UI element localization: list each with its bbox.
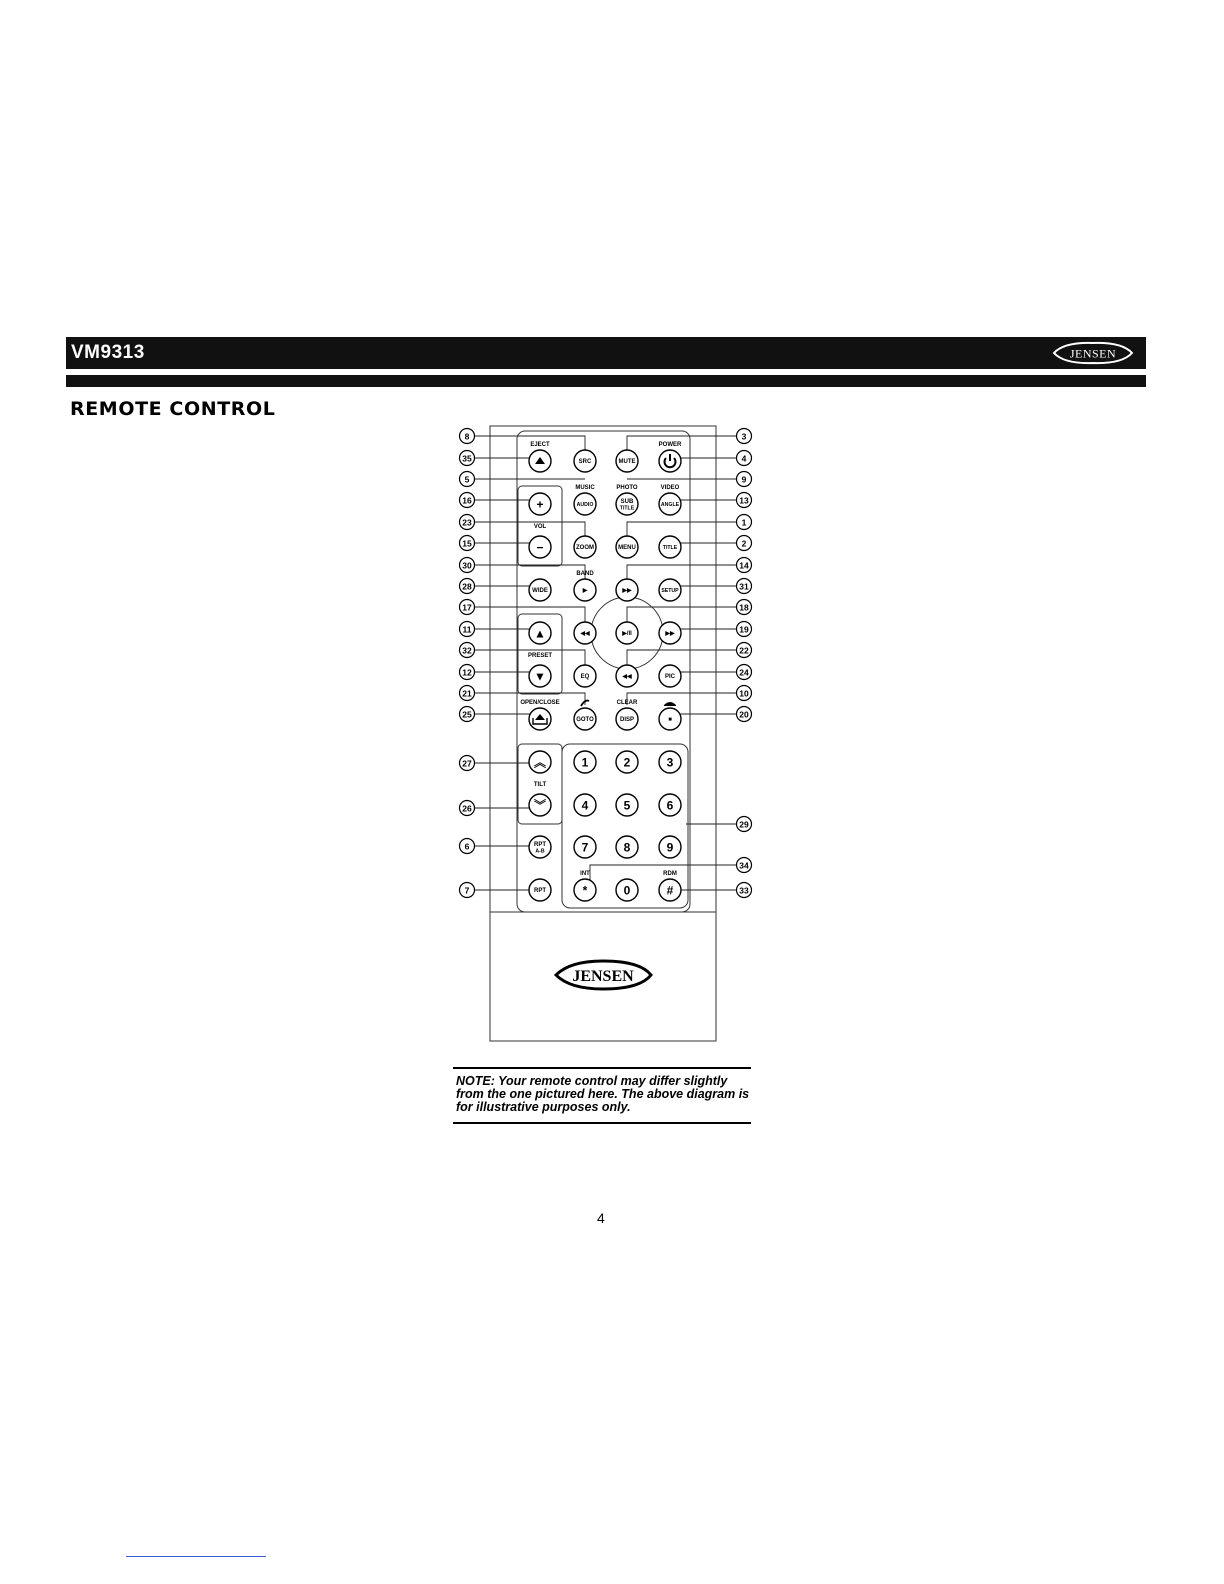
callout-number-34: 34 bbox=[739, 860, 749, 871]
callout-line-17 bbox=[474, 607, 585, 623]
pic-button[interactable] bbox=[659, 665, 681, 687]
hash-button[interactable] bbox=[659, 879, 681, 901]
hash-label: # bbox=[666, 883, 674, 898]
callout-4 bbox=[737, 451, 752, 466]
next-label: ▶▶ bbox=[665, 631, 675, 638]
band-label: ▶ bbox=[582, 588, 588, 595]
callout-number-6: 6 bbox=[464, 841, 470, 852]
key-6-button[interactable] bbox=[659, 794, 681, 816]
angle-label: ANGLE bbox=[660, 502, 680, 509]
zoom-button[interactable] bbox=[574, 536, 596, 558]
callout-number-22: 22 bbox=[739, 645, 749, 656]
callout-10 bbox=[737, 686, 752, 701]
fast-forward-button[interactable] bbox=[616, 579, 638, 601]
remote-brand-logo bbox=[556, 961, 651, 989]
callout-number-28: 28 bbox=[462, 581, 472, 592]
callout-number-11: 11 bbox=[462, 624, 472, 635]
vol-down-label: − bbox=[536, 540, 544, 555]
stop-label: ■ bbox=[668, 717, 672, 724]
footer-line bbox=[126, 1556, 266, 1557]
play-pause-button[interactable] bbox=[616, 622, 638, 644]
angle-caption: VIDEO bbox=[660, 485, 680, 491]
remote-body bbox=[490, 426, 716, 1041]
disp-caption: CLEAR bbox=[616, 700, 638, 706]
preset-down-button[interactable] bbox=[529, 665, 551, 687]
callout-33 bbox=[737, 883, 752, 898]
page-number: 4 bbox=[597, 1210, 605, 1226]
callout-number-21: 21 bbox=[462, 688, 472, 699]
callout-number-16: 16 bbox=[462, 495, 472, 506]
callout-line-3 bbox=[627, 436, 737, 450]
rpt-ab-label: RPT bbox=[534, 842, 546, 848]
callout-lines bbox=[474, 436, 737, 890]
callout-27 bbox=[460, 756, 475, 771]
eq-label: EQ bbox=[580, 674, 590, 681]
key-7-button[interactable] bbox=[574, 836, 596, 858]
key-8-button[interactable] bbox=[616, 836, 638, 858]
pic-label: PIC bbox=[664, 674, 676, 681]
section-title: REMOTE CONTROL bbox=[70, 398, 276, 420]
remote-outline bbox=[490, 426, 716, 1041]
callout-number-12: 12 bbox=[462, 667, 472, 678]
callout-9 bbox=[737, 472, 752, 487]
callout-line-23 bbox=[474, 522, 585, 537]
callout-24 bbox=[737, 665, 752, 680]
key-9-button[interactable] bbox=[659, 836, 681, 858]
tilt-up-button[interactable] bbox=[529, 751, 551, 773]
callout-29 bbox=[737, 817, 752, 832]
callout-21 bbox=[460, 686, 475, 701]
model-name: VM9313 bbox=[71, 342, 145, 363]
remote-brand: JENSEN bbox=[572, 968, 634, 985]
power-button[interactable] bbox=[659, 450, 681, 472]
callout-number-3: 3 bbox=[741, 431, 747, 442]
setup-button[interactable] bbox=[659, 579, 681, 601]
open-close-button[interactable] bbox=[529, 708, 551, 730]
goto-label: GOTO bbox=[576, 717, 594, 724]
src-label: SRC bbox=[578, 459, 592, 466]
callout-line-1 bbox=[627, 522, 737, 537]
callout-number-7: 7 bbox=[464, 885, 470, 896]
callout-3 bbox=[737, 429, 752, 444]
note-top-rule bbox=[453, 1067, 751, 1069]
eject-caption: EJECT bbox=[530, 442, 550, 448]
vol-up-label: + bbox=[536, 497, 544, 512]
callout-number-1: 1 bbox=[741, 517, 747, 528]
setup-label: SETUP bbox=[661, 588, 679, 595]
callout-number-13: 13 bbox=[739, 495, 749, 506]
key-7-label: 7 bbox=[581, 840, 589, 855]
key-0-label: 0 bbox=[623, 883, 631, 898]
tilt-down-label: ︾ bbox=[533, 798, 547, 813]
callout-22 bbox=[737, 643, 752, 658]
title-button[interactable] bbox=[659, 536, 681, 558]
callout-line-18 bbox=[627, 607, 737, 623]
callout-line-30 bbox=[474, 565, 585, 580]
preset-up-label: ▲ bbox=[534, 626, 546, 641]
title-label: TITLE bbox=[662, 545, 678, 552]
callout-31 bbox=[737, 579, 752, 594]
key-1-button[interactable] bbox=[574, 751, 596, 773]
callout-7 bbox=[460, 883, 475, 898]
mute-button[interactable] bbox=[616, 450, 638, 472]
note-box bbox=[453, 1067, 751, 1124]
band-button[interactable] bbox=[574, 579, 596, 601]
band-caption: BAND bbox=[576, 571, 594, 577]
callout-number-8: 8 bbox=[464, 431, 470, 442]
callout-5 bbox=[460, 472, 475, 487]
rewind-label: ◀◀ bbox=[622, 674, 632, 681]
rpt-ab-label-2: A-B bbox=[535, 848, 545, 855]
rpt-button[interactable] bbox=[529, 879, 551, 901]
tilt-up-label: ︽ bbox=[533, 755, 547, 770]
vol-group-label: VOL bbox=[533, 524, 547, 530]
callout-number-14: 14 bbox=[739, 560, 749, 571]
callout-14 bbox=[737, 558, 752, 573]
callout-number-29: 29 bbox=[739, 819, 749, 830]
audio-label: AUDIO bbox=[576, 502, 594, 509]
callout-line-22 bbox=[627, 650, 737, 666]
hash-caption: RDM bbox=[663, 871, 677, 877]
rewind-button[interactable] bbox=[616, 665, 638, 687]
key-8-label: 8 bbox=[623, 840, 631, 855]
callout-number-9: 9 bbox=[741, 474, 747, 485]
callout-line-14 bbox=[627, 565, 737, 580]
star-caption: INT bbox=[580, 871, 590, 877]
callout-number-17: 17 bbox=[462, 602, 472, 613]
callout-number-5: 5 bbox=[464, 474, 470, 485]
callout-number-25: 25 bbox=[462, 709, 472, 720]
callout-number-26: 26 bbox=[462, 803, 472, 814]
callout-19 bbox=[737, 622, 752, 637]
key-4-label: 4 bbox=[581, 798, 589, 813]
callout-20 bbox=[737, 707, 752, 722]
callout-6 bbox=[460, 839, 475, 854]
zoom-label: ZOOM bbox=[576, 545, 594, 552]
goto-button[interactable] bbox=[574, 708, 596, 730]
callout-34 bbox=[737, 858, 752, 873]
callout-13 bbox=[737, 493, 752, 508]
subtitle-label-2: TITLE bbox=[619, 505, 635, 512]
key-1-label: 1 bbox=[581, 755, 589, 770]
callout-line-10 bbox=[627, 693, 737, 705]
play-pause-label: ▶/II bbox=[622, 631, 632, 638]
wide-button[interactable] bbox=[529, 579, 551, 601]
key-2-label: 2 bbox=[623, 755, 631, 770]
disp-label: DISP bbox=[619, 717, 635, 724]
callout-number-19: 19 bbox=[739, 624, 749, 635]
rpt-ab-button[interactable] bbox=[529, 836, 551, 858]
subtitle-button[interactable] bbox=[616, 493, 638, 515]
callout-number-24: 24 bbox=[739, 667, 749, 678]
note-bottom-rule bbox=[453, 1122, 751, 1124]
angle-button[interactable] bbox=[659, 493, 681, 515]
audio-caption: MUSIC bbox=[575, 485, 595, 491]
eq-button[interactable] bbox=[574, 665, 596, 687]
callout-16 bbox=[460, 493, 475, 508]
audio-button[interactable] bbox=[574, 493, 596, 515]
callout-8 bbox=[460, 429, 475, 444]
callout-number-2: 2 bbox=[741, 538, 747, 549]
previous-label: ◀◀ bbox=[580, 631, 590, 638]
disp-button[interactable] bbox=[616, 708, 638, 730]
src-button[interactable] bbox=[574, 450, 596, 472]
callout-25 bbox=[460, 707, 475, 722]
rpt-label: RPT bbox=[534, 888, 546, 895]
mute-label: MUTE bbox=[618, 459, 636, 466]
stop-button[interactable] bbox=[659, 708, 681, 730]
power-caption: POWER bbox=[658, 442, 682, 448]
key-3-label: 3 bbox=[666, 755, 674, 770]
key-5-label: 5 bbox=[623, 798, 631, 813]
menu-button[interactable] bbox=[616, 536, 638, 558]
key-5-button[interactable] bbox=[616, 794, 638, 816]
callout-26 bbox=[460, 801, 475, 816]
callout-35 bbox=[460, 451, 475, 466]
key-3-button[interactable] bbox=[659, 751, 681, 773]
callout-number-30: 30 bbox=[462, 560, 472, 571]
key-2-button[interactable] bbox=[616, 751, 638, 773]
tilt-group-label: TILT bbox=[533, 782, 547, 788]
callout-number-33: 33 bbox=[739, 885, 749, 896]
callout-number-4: 4 bbox=[741, 453, 747, 464]
key-0-button[interactable] bbox=[616, 879, 638, 901]
callout-number-15: 15 bbox=[462, 538, 472, 549]
note-text: NOTE: Your remote control may differ slightly from the one pictured here. The above diagram is for illustrative purposes only. bbox=[456, 1074, 750, 1114]
preset-down-label: ▼ bbox=[534, 669, 546, 684]
callout-32 bbox=[460, 643, 475, 658]
star-label: * bbox=[582, 883, 588, 898]
callout-number-35: 35 bbox=[462, 453, 472, 464]
callout-number-20: 20 bbox=[739, 709, 749, 720]
vol-down-button[interactable] bbox=[529, 536, 551, 558]
callout-30 bbox=[460, 558, 475, 573]
callout-number-27: 27 bbox=[462, 758, 472, 769]
callout-17 bbox=[460, 600, 475, 615]
callout-number-18: 18 bbox=[739, 602, 749, 613]
subtitle-label: SUB bbox=[620, 499, 634, 505]
fast-forward-label: ▶▶ bbox=[622, 588, 632, 595]
callout-1 bbox=[737, 515, 752, 530]
subtitle-caption: PHOTO bbox=[616, 485, 638, 491]
star-button[interactable] bbox=[574, 879, 596, 901]
key-6-label: 6 bbox=[666, 798, 674, 813]
key-9-label: 9 bbox=[666, 840, 674, 855]
callout-15 bbox=[460, 536, 475, 551]
open-close-caption: OPEN/CLOSE bbox=[520, 700, 560, 706]
preset-group-label: PRESET bbox=[527, 653, 553, 659]
eject-button[interactable] bbox=[529, 450, 551, 472]
callout-23 bbox=[460, 515, 475, 530]
wide-label: WIDE bbox=[532, 588, 548, 595]
callout-number-23: 23 bbox=[462, 517, 472, 528]
preset-up-button[interactable] bbox=[529, 622, 551, 644]
header-brand: JENSEN bbox=[1069, 346, 1117, 361]
previous-button[interactable] bbox=[574, 622, 596, 644]
callout-28 bbox=[460, 579, 475, 594]
callout-number-32: 32 bbox=[462, 645, 472, 656]
next-button[interactable] bbox=[659, 622, 681, 644]
callout-number-31: 31 bbox=[739, 581, 749, 592]
tilt-down-button[interactable] bbox=[529, 794, 551, 816]
menu-label: MENU bbox=[618, 545, 636, 552]
hangup-icon bbox=[664, 702, 676, 706]
callout-2 bbox=[737, 536, 752, 551]
callout-number-10: 10 bbox=[739, 688, 749, 699]
key-4-button[interactable] bbox=[574, 794, 596, 816]
vol-up-button[interactable] bbox=[529, 493, 551, 515]
callouts-layer bbox=[460, 429, 752, 898]
callout-12 bbox=[460, 665, 475, 680]
callout-11 bbox=[460, 622, 475, 637]
buttons-layer bbox=[529, 450, 681, 901]
callout-18 bbox=[737, 600, 752, 615]
